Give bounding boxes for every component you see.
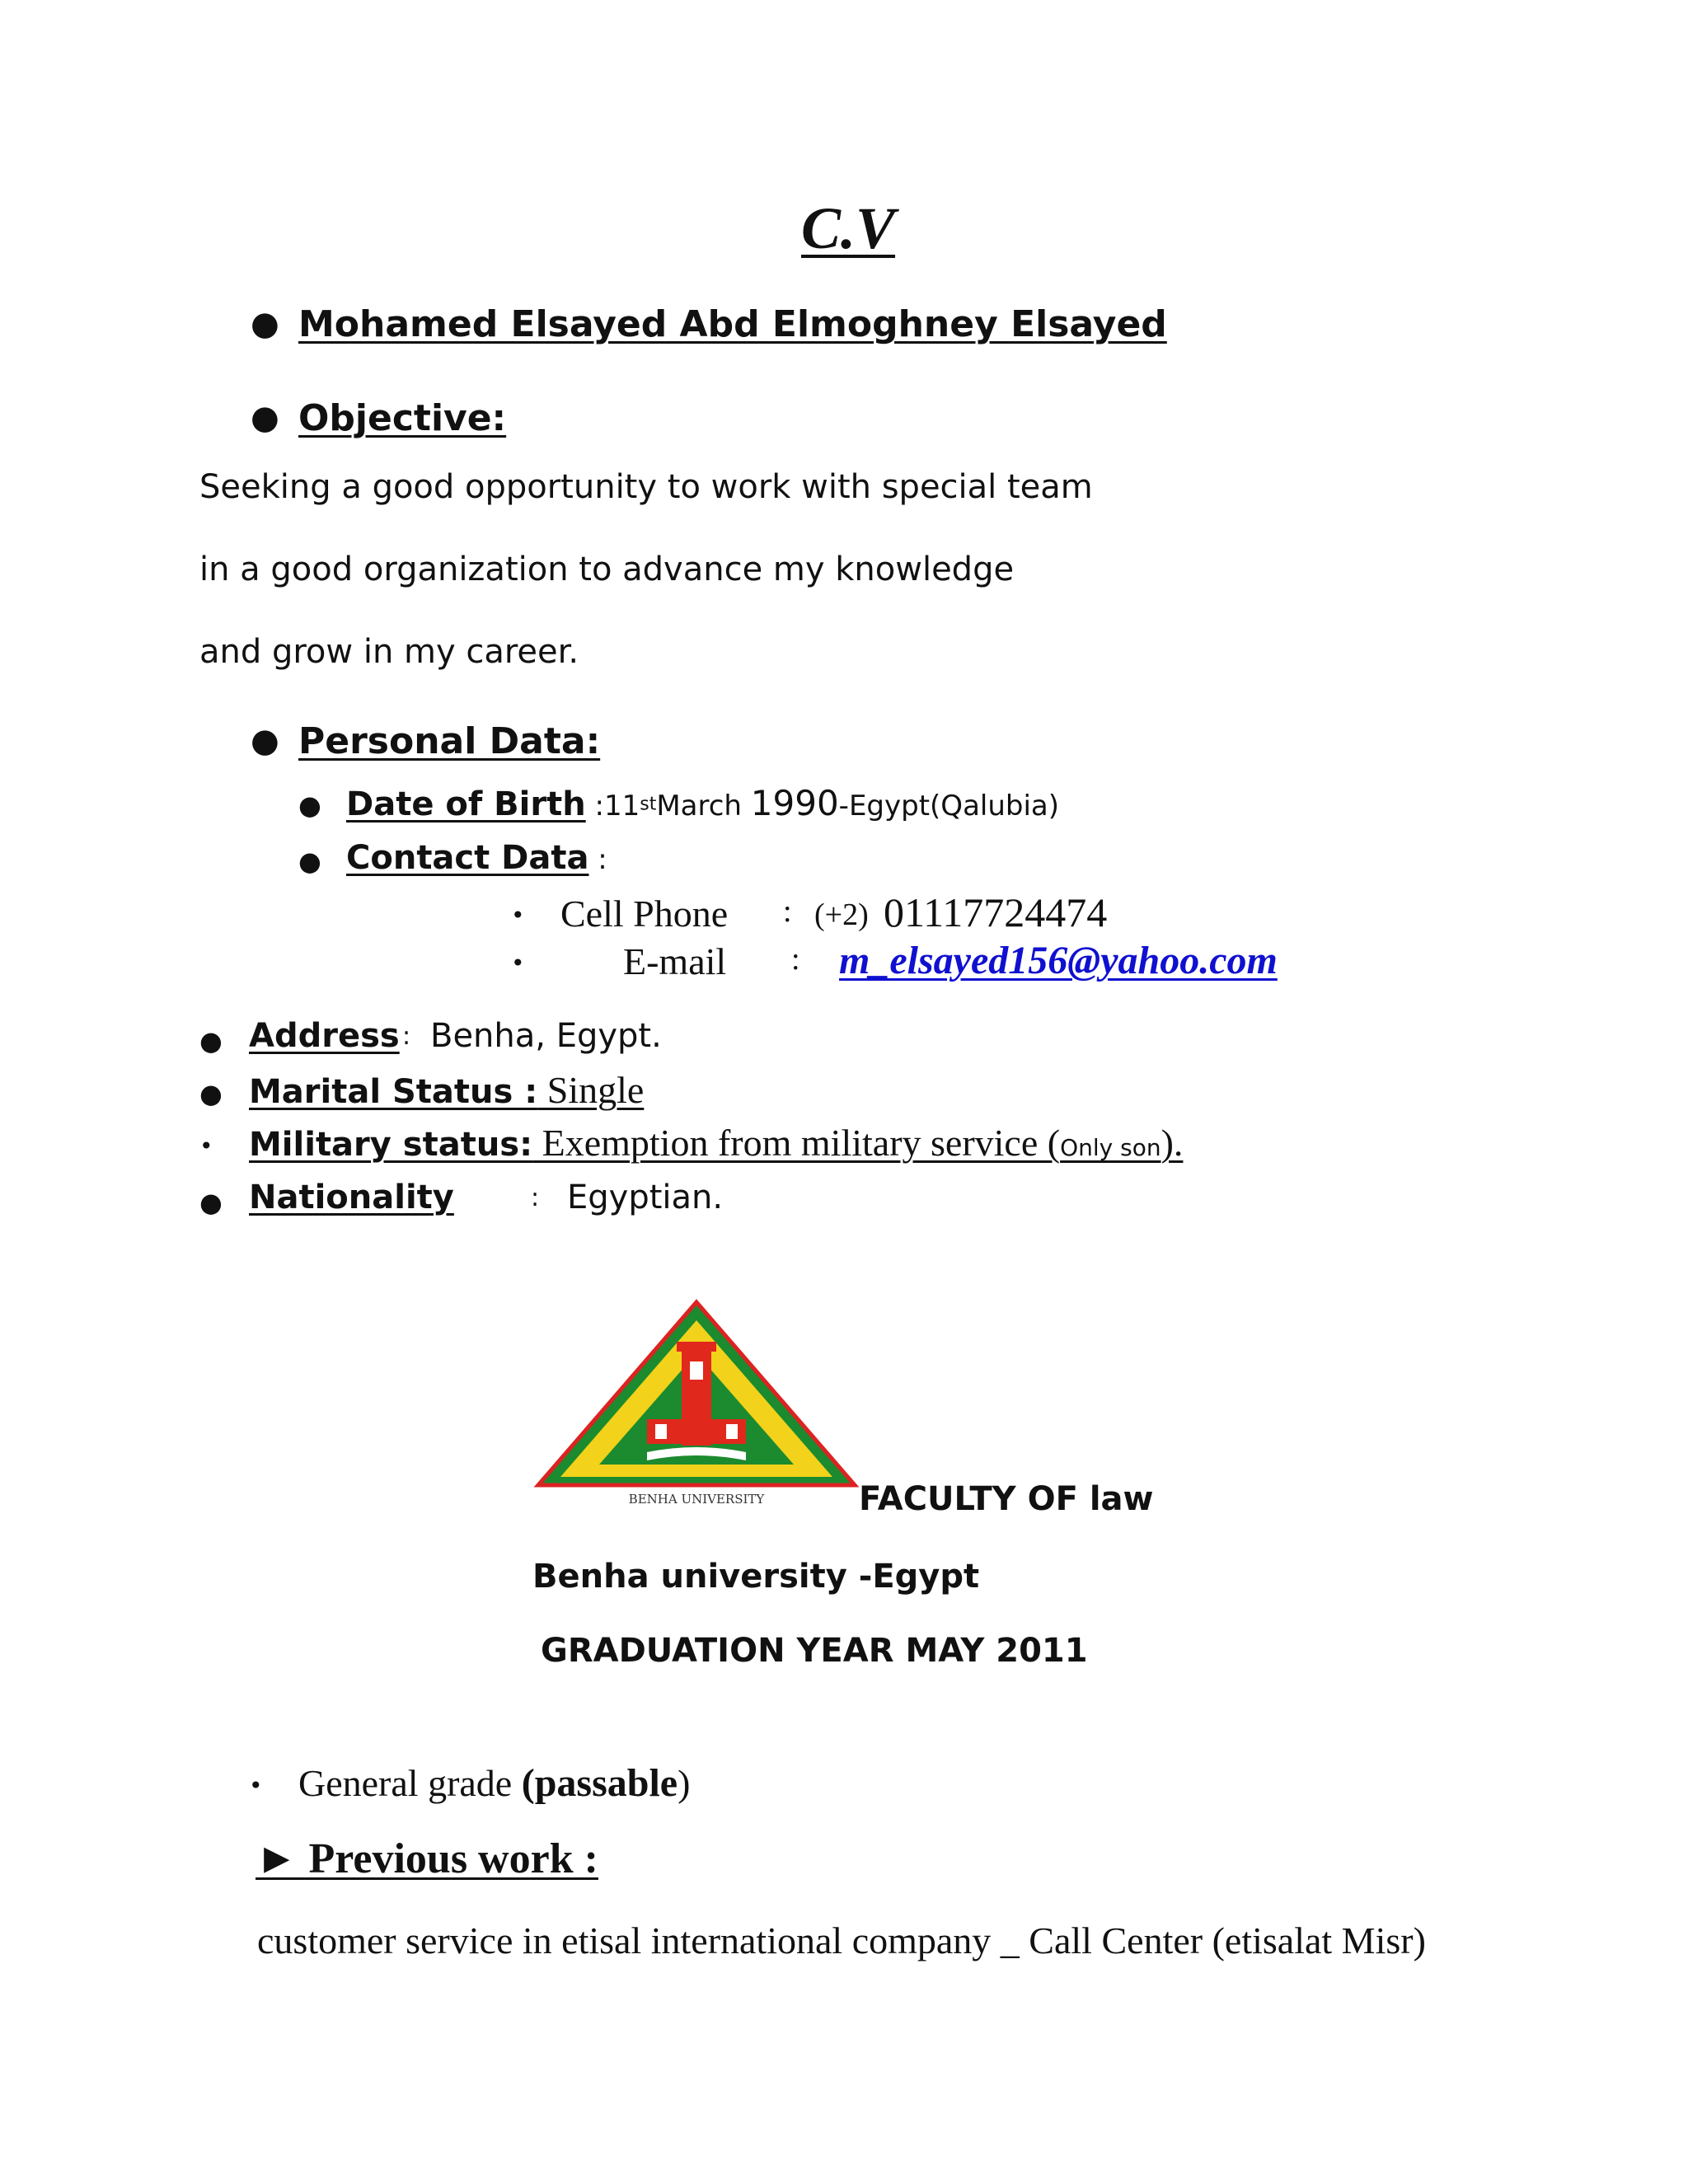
university-logo (532, 1296, 861, 1510)
dob-place: -Egypt(Qalubia) (838, 790, 1060, 823)
bullet-icon: ● (199, 1025, 223, 1057)
contact-data-row (346, 839, 607, 877)
phone-number: 01117724474 (884, 889, 1108, 935)
military-status-row (249, 1121, 1183, 1165)
nationality-label: Nationality (249, 1179, 454, 1216)
bullet-icon: • (511, 902, 525, 929)
candidate-name: Mohamed Elsayed Abd Elmoghney Elsayed (298, 303, 1167, 345)
email-link[interactable]: m_elsayed156@yahoo.com (839, 939, 1278, 982)
bullet-icon: ● (251, 305, 279, 343)
phone-prefix: (+2) (814, 898, 869, 932)
marital-label: Marital Status : (249, 1073, 538, 1111)
contact-sep: : (588, 843, 607, 876)
university-text: Benha university -Egypt (532, 1558, 980, 1596)
address-sep: : (402, 1022, 411, 1051)
grade-end: ) (678, 1762, 691, 1804)
dob-year: 1990 (750, 783, 839, 823)
military-label: Military status: (249, 1126, 533, 1164)
bullet-icon: ● (251, 399, 279, 437)
personal-data-heading: Personal Data: (298, 720, 601, 762)
graduation-text: GRADUATION YEAR MAY 2011 (541, 1632, 1088, 1670)
phone-label: Cell Phone (560, 893, 729, 935)
dob-day: :11 (585, 790, 640, 823)
dob-suffix: st (640, 794, 657, 815)
objective-line-1: Seeking a good opportunity to work with special team (199, 468, 1093, 506)
bullet-icon: ● (298, 790, 321, 821)
grade-label: General grade (298, 1762, 522, 1804)
faculty-text: FACULTY OF law (859, 1480, 1154, 1518)
contact-label: Contact Data (346, 839, 589, 877)
objective-line-3: and grow in my career. (199, 633, 579, 671)
objective-line-2: in a good organization to advance my knowledge (199, 551, 1015, 588)
dob-month: March (656, 790, 751, 823)
date-of-birth-row (346, 783, 1059, 823)
general-grade-row (298, 1760, 690, 1806)
military-note: Only son (1060, 1134, 1161, 1161)
marital-value: Single (537, 1069, 645, 1111)
bullet-icon: ● (199, 1078, 223, 1109)
nationality-value: Egyptian. (567, 1179, 724, 1216)
objective-heading: Objective: (298, 397, 507, 439)
marital-status-row (249, 1068, 644, 1112)
address-value: Benha, Egypt. (430, 1017, 662, 1055)
phone-sep: : (783, 894, 792, 929)
grade-value: (passable (521, 1761, 678, 1805)
previous-work-heading: ► Previous work : (256, 1835, 598, 1882)
bullet-icon: ● (251, 722, 279, 760)
bullet-icon: • (199, 1132, 213, 1160)
bullet-icon: • (511, 949, 525, 977)
bullet-icon: ● (298, 846, 321, 877)
military-value: Exemption from military service ( (532, 1122, 1061, 1164)
email-sep: : (791, 942, 800, 977)
previous-work-description: customer service in etisal international company _ Call Center (etisalat Misr) (257, 1919, 1426, 1961)
nationality-sep: : (531, 1183, 540, 1212)
bullet-icon: ● (199, 1187, 223, 1218)
dob-label: Date of Birth (346, 785, 586, 823)
bullet-icon: • (249, 1772, 263, 1799)
logo-lettering: BENHA UNIVERSITY (628, 1492, 765, 1507)
page-title: C.V (801, 195, 896, 261)
address-label: Address (249, 1017, 400, 1055)
military-end: ). (1160, 1122, 1184, 1164)
email-label: E-mail (623, 940, 727, 982)
